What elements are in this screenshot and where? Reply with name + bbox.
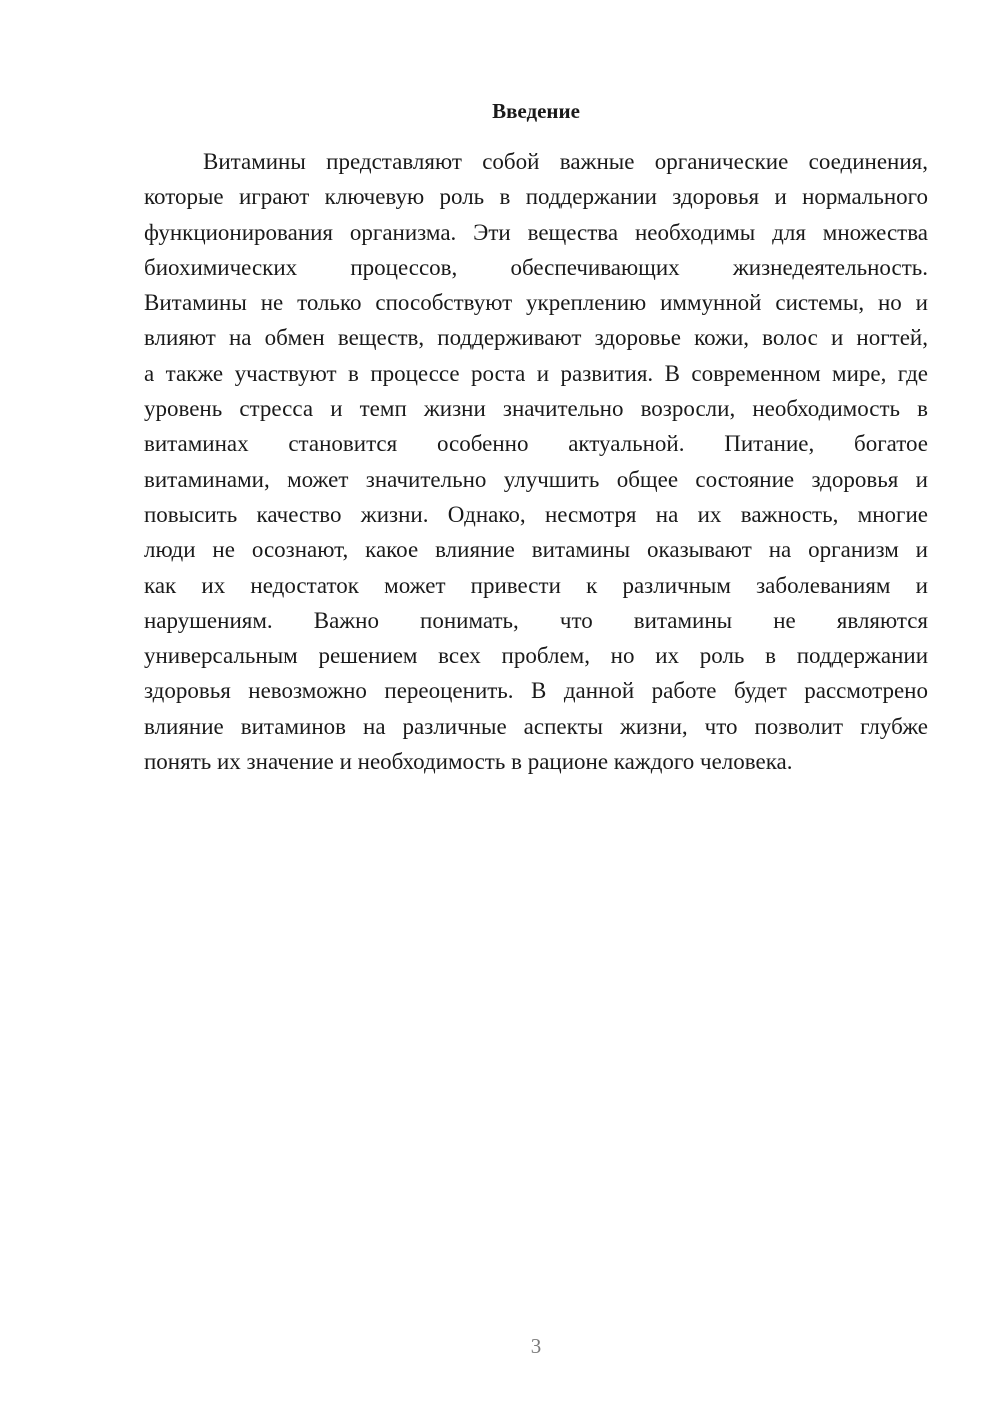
paragraph-line: люди не осознают, какое влияние витамины оказывают на организм и bbox=[144, 537, 928, 563]
paragraph-line: Витамины не только способствуют укреплению иммунной системы, но и bbox=[144, 290, 928, 316]
paragraph-line: здоровья невозможно переоценить. В данной работе будет рассмотрено bbox=[144, 678, 928, 704]
paragraph-line: влияют на обмен веществ, поддерживают здоровье кожи, волос и ногтей, bbox=[144, 325, 928, 351]
paragraph-line: витаминами, может значительно улучшить общее состояние здоровья и bbox=[144, 466, 928, 492]
paragraph-line: понять их значение и необходимость в рационе каждого человека. bbox=[144, 749, 793, 775]
paragraph-line: которые играют ключевую роль в поддержании здоровья и нормального bbox=[144, 184, 928, 210]
section-heading: Введение bbox=[492, 99, 580, 123]
paragraph-line: витаминах становится особенно актуальной. Питание, богатое bbox=[144, 431, 928, 457]
intro-paragraph bbox=[144, 144, 928, 779]
paragraph-line: влияние витаминов на различные аспекты жизни, что позволит глубже bbox=[144, 713, 928, 739]
paragraph-line: универсальным решением всех проблем, но их роль в поддержании bbox=[144, 643, 928, 669]
paragraph-line: функционирования организма. Эти вещества необходимы для множества bbox=[144, 219, 928, 245]
paragraph-line: Витамины представляют собой важные органические соединения, bbox=[203, 149, 928, 174]
paragraph-line: уровень стресса и темп жизни значительно возросли, необходимость в bbox=[144, 396, 928, 422]
paragraph-line: как их недостаток может привести к различным заболеваниям и bbox=[144, 572, 928, 598]
paragraph-line: нарушениям. Важно понимать, что витамины не являются bbox=[144, 607, 928, 633]
paragraph-line: повысить качество жизни. Однако, несмотря на их важность, многие bbox=[144, 501, 928, 527]
page-number: 3 bbox=[530, 1334, 542, 1358]
paragraph-line: а также участвуют в процессе роста и развития. В современном мире, где bbox=[144, 360, 928, 386]
paragraph-line: биохимических процессов, обеспечивающих жизнедеятельность. bbox=[144, 254, 928, 280]
